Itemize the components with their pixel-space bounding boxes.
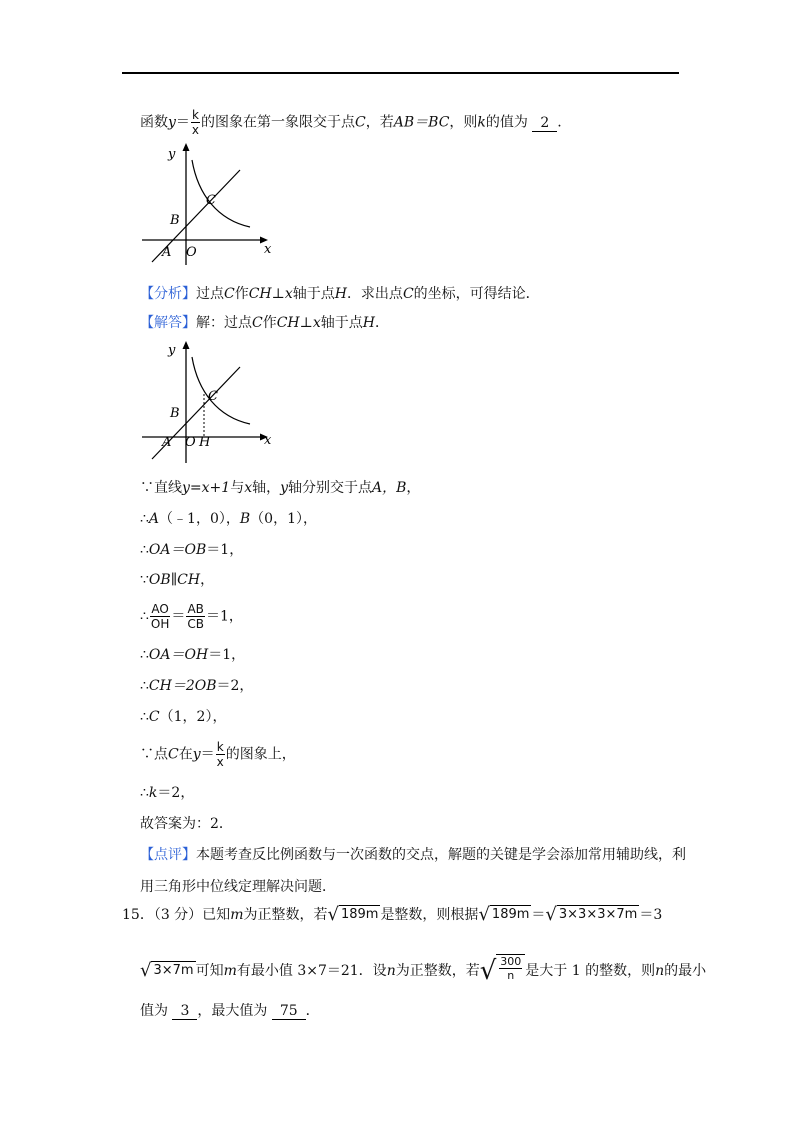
review-line-1 [140, 845, 686, 865]
denominator: OH [150, 617, 170, 631]
var-a: A [148, 511, 160, 527]
var-x: x [284, 286, 293, 302]
text: ∵直线 [140, 480, 182, 496]
equals: ＝ [175, 114, 190, 131]
equals: ＝ [200, 746, 215, 763]
var-ch: CH [248, 286, 272, 302]
text: 轴， [252, 480, 281, 496]
point-o-label: O [185, 435, 196, 450]
equals: ＝ [171, 608, 186, 625]
step-8 [140, 707, 226, 727]
text: ＝1， [206, 608, 243, 625]
fraction-k-over-x [191, 108, 200, 137]
equation: OA＝OH [148, 647, 209, 663]
fraction-ab-cb [186, 602, 205, 631]
point-h-label: H [199, 435, 211, 450]
numerator: k [216, 740, 224, 754]
text: ∴ [140, 785, 149, 801]
step-1 [140, 478, 420, 498]
review-line-2 [140, 877, 336, 897]
text: ，则 [449, 114, 478, 131]
var-y: y [168, 114, 176, 131]
radicand: 3×3×3×7m [557, 905, 639, 925]
var-k: k [148, 785, 158, 801]
text: 解：过点 [196, 315, 252, 331]
radical-sign: √ [478, 904, 490, 925]
points: A，B [372, 480, 407, 496]
fraction-ao-oh [150, 602, 170, 631]
y-axis-arrow [183, 341, 190, 349]
text: 的坐标，可得结论． [413, 286, 540, 302]
text: 的图象上， [225, 746, 296, 763]
hyperbola-curve [192, 160, 250, 227]
var-m: m [223, 963, 237, 979]
step-10 [140, 783, 194, 803]
var-y: y [192, 746, 201, 763]
text: 的最小 [664, 963, 707, 979]
text: ＝2， [157, 785, 195, 801]
equation: y=x+1 [182, 480, 231, 496]
denominator: CB [187, 617, 205, 631]
text: 的值为 [485, 114, 528, 131]
step-6 [140, 645, 245, 665]
point-b-label: B [170, 406, 180, 421]
text: 在 [178, 746, 193, 763]
text: 有最小值 3×7＝21．设 [236, 963, 387, 979]
denominator: n [507, 969, 515, 982]
text: ． [374, 315, 389, 331]
y-axis-arrow [183, 143, 190, 151]
text: ⊥ [271, 286, 285, 302]
y-label: y [168, 343, 176, 358]
var-y: y [280, 480, 289, 496]
text: ．求出点 [346, 286, 403, 302]
text: 是整数，则根据 [380, 907, 479, 923]
point-c-label: C [206, 193, 216, 208]
sqrt-189m [478, 905, 531, 925]
text: ，若 [365, 114, 394, 131]
text: 与 [230, 480, 245, 496]
text: ∴ [140, 678, 149, 694]
text: ， [200, 572, 215, 588]
text: 用三角形中位线定理解决问题． [140, 879, 336, 895]
point-a-label: A [162, 245, 172, 260]
text: 轴于点 [320, 315, 363, 331]
var-m: m [230, 907, 244, 923]
text: ∴ [140, 647, 149, 663]
var-c: C [168, 746, 179, 763]
point-a-label: A [162, 435, 172, 450]
coords: （﹣1，0）， [159, 511, 240, 527]
var-n: n [386, 963, 396, 979]
analysis-tag: 【分析】 [140, 286, 196, 302]
text: ∴ [140, 542, 149, 558]
answer-blank: 2 [532, 115, 557, 132]
var-h: H [362, 315, 375, 331]
fraction-300-over-n [499, 955, 522, 982]
step-4 [140, 570, 214, 590]
text: . [557, 114, 562, 131]
text: ＝1， [208, 647, 246, 663]
review-tag: 【点评】 [140, 847, 196, 863]
equals-3: ＝3 [639, 907, 663, 923]
question-15-line-2 [140, 954, 706, 988]
equation: OB∥CH [148, 572, 201, 588]
text: ∵点 [140, 746, 168, 763]
var-b: B [239, 511, 251, 527]
question-15-line-1 [122, 905, 662, 925]
denominator: x [191, 123, 200, 137]
numerator: k [192, 108, 199, 122]
text: ＝1， [206, 542, 244, 558]
radical-sign: √ [140, 960, 152, 981]
radical-sign: √ [479, 956, 497, 986]
numerator: AO [151, 602, 169, 616]
x-label: x [264, 242, 272, 257]
text: 故答案为：2． [140, 816, 233, 832]
radicand: 189m [490, 905, 531, 925]
text: 函数 [140, 114, 168, 131]
text: 值为 [140, 1003, 168, 1019]
sqrt-expanded [545, 905, 639, 925]
point-b-label: B [170, 213, 180, 228]
coords: （1，2）， [159, 709, 227, 725]
text: 轴分别交于点 [288, 480, 373, 496]
coords: （0，1）， [250, 511, 317, 527]
question-continuation [140, 108, 562, 137]
equation: CH＝2OB [148, 678, 217, 694]
text: （3 分）已知 [153, 907, 231, 923]
step-2 [140, 509, 317, 529]
text: 为正整数，若 [395, 963, 480, 979]
question-number: 15． [122, 907, 154, 923]
figure-1 [138, 140, 278, 270]
step-7 [140, 676, 253, 696]
var-h: H [334, 286, 347, 302]
text: 过点 [196, 286, 224, 302]
solution-tag: 【解答】 [140, 315, 196, 331]
sqrt-300-over-n [480, 954, 526, 988]
text: ． [305, 1003, 320, 1019]
text: ∵ [140, 572, 149, 588]
sqrt-189m [327, 905, 380, 925]
var-c: C [224, 286, 235, 302]
text: 的图象在第一象限交于点 [201, 114, 356, 131]
step-11 [140, 814, 233, 834]
answer-blank-min: 3 [172, 1003, 197, 1020]
text: 作 [262, 315, 277, 331]
var-x: x [312, 315, 321, 331]
var-ch: CH [276, 315, 300, 331]
radicand [496, 954, 525, 988]
answer-blank-max: 75 [272, 1003, 306, 1020]
radicand: 3×7m [151, 961, 195, 981]
text: ∴ [140, 608, 149, 625]
point-o-label: O [186, 245, 197, 260]
var-c: C [252, 315, 263, 331]
text: 可知 [195, 963, 224, 979]
header-rule [122, 72, 679, 74]
numerator: AB [187, 602, 204, 616]
y-label: y [168, 147, 176, 162]
text: 作 [234, 286, 249, 302]
text: ⊥ [299, 315, 313, 331]
x-label: x [264, 433, 272, 448]
var-x: x [244, 480, 253, 496]
point-c-label: C [208, 389, 218, 404]
var-c: C [355, 114, 366, 131]
text: ， [406, 480, 421, 496]
solution-line [140, 313, 389, 333]
radical-sign: √ [545, 904, 557, 925]
var-k: k [477, 114, 486, 131]
question-15-line-3 [140, 1001, 320, 1021]
step-5 [140, 602, 243, 631]
numerator: 300 [500, 955, 522, 968]
denominator: x [216, 755, 224, 769]
text: ∴ [140, 709, 149, 725]
text: 本题考查反比例函数与一次函数的交点，解题的关键是学会添加常用辅助线，利 [196, 847, 686, 863]
var-c: C [148, 709, 160, 725]
text: ∴ [140, 511, 149, 527]
step-9 [140, 740, 296, 769]
text: 是大于 1 的整数，则 [525, 963, 656, 979]
step-3 [140, 540, 243, 560]
fraction-k-over-x [216, 740, 225, 769]
figure-2 [138, 338, 278, 468]
equation: OA＝OB [148, 542, 207, 558]
sqrt-3x7m [140, 961, 196, 981]
text: 轴于点 [292, 286, 335, 302]
analysis-line [140, 284, 540, 304]
radical-sign: √ [327, 904, 339, 925]
condition: AB＝BC [393, 114, 450, 131]
var-c: C [402, 286, 414, 302]
hyperbola-curve [192, 357, 250, 424]
radicand: 189m [339, 905, 380, 925]
equals: ＝ [531, 907, 546, 923]
text: 为正整数，若 [243, 907, 328, 923]
var-n: n [655, 963, 665, 979]
text: ＝2， [216, 678, 254, 694]
text: ，最大值为 [197, 1003, 268, 1019]
